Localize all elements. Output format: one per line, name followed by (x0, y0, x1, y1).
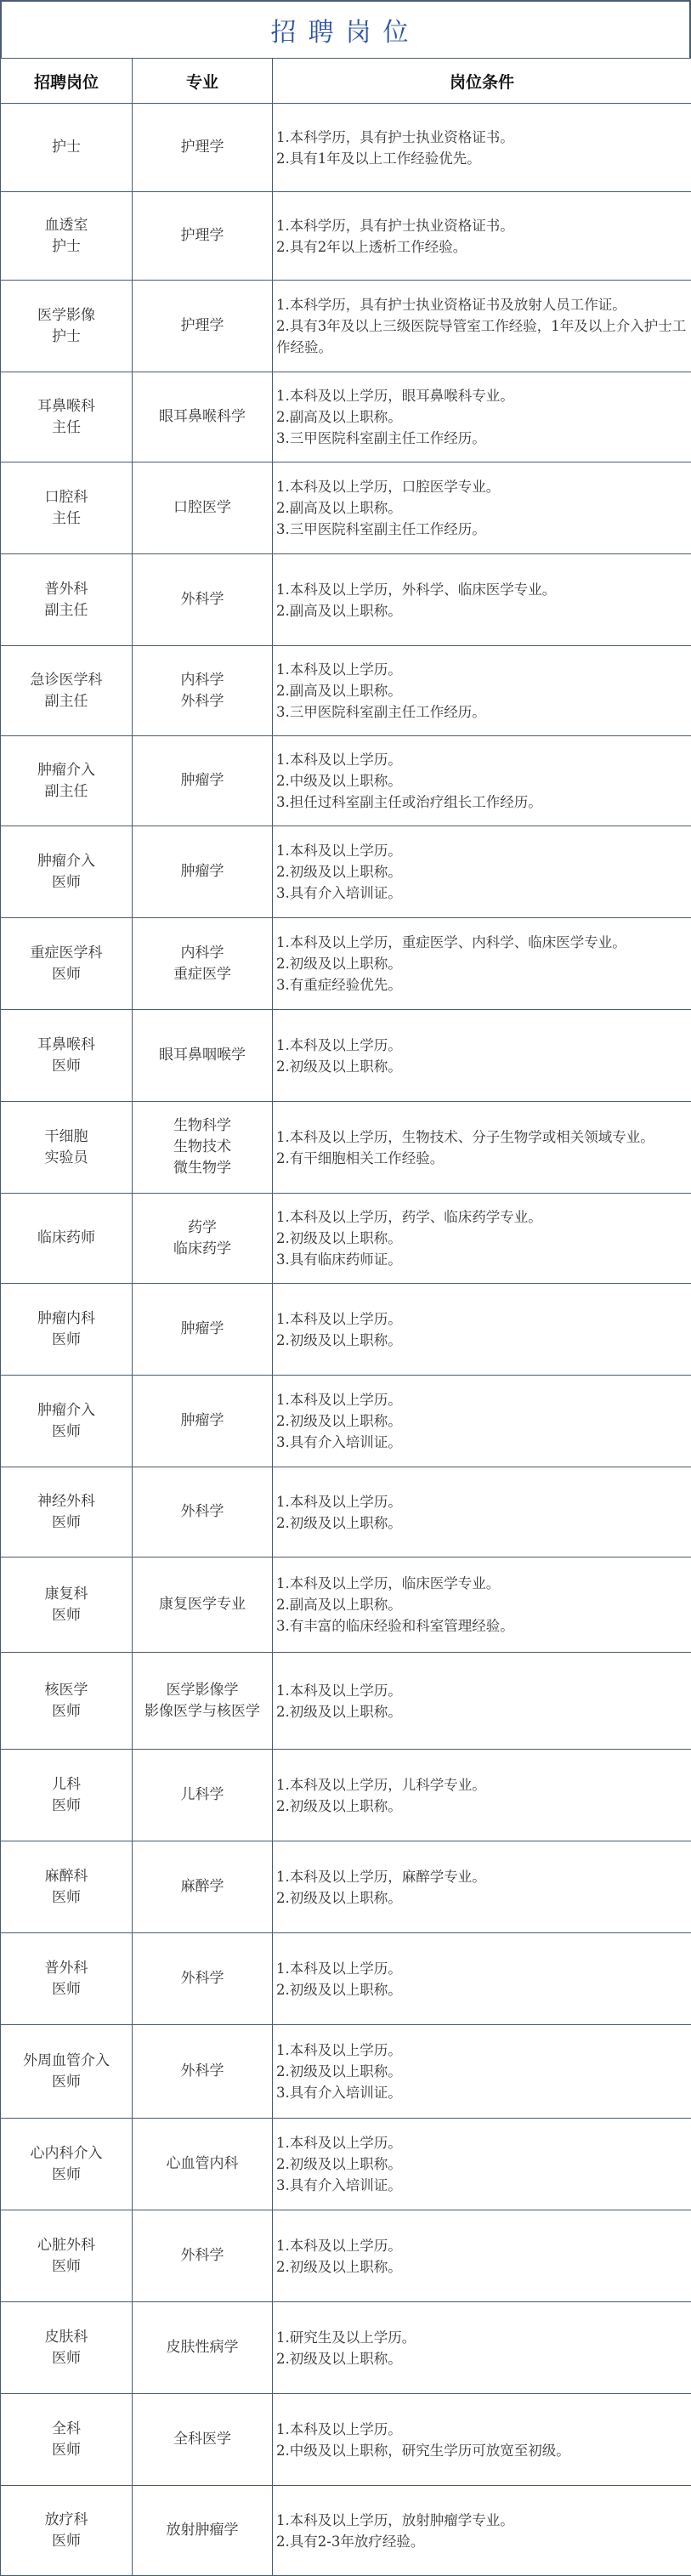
condition-line: 2.初级及以上职称。 (276, 953, 689, 974)
major-cell: 肿瘤学 (133, 736, 273, 826)
major-cell: 全科医学 (133, 2394, 273, 2486)
condition-line: 1.本科学历，具有护士执业资格证书。 (276, 127, 689, 148)
conditions-cell (273, 826, 691, 918)
condition-line: 1.本科及以上学历，重症医学、内科学、临床医学专业。 (276, 932, 689, 953)
table-row (1, 554, 691, 646)
position-cell: 肿瘤内科 医师 (1, 1284, 133, 1376)
conditions-cell (273, 2119, 691, 2210)
position-cell: 干细胞 实验员 (1, 1102, 133, 1194)
major-cell: 药学 临床药学 (133, 1194, 273, 1284)
header-conditions: 岗位条件 (273, 59, 691, 104)
condition-line: 1.本科及以上学历，药学、临床药学专业。 (276, 1206, 689, 1228)
table-row (1, 462, 691, 554)
major-cell: 护理学 (133, 104, 273, 192)
condition-line: 1.本科及以上学历。 (276, 749, 689, 770)
position-cell: 普外科 医师 (1, 1933, 133, 2025)
condition-line: 1.本科及以上学历。 (276, 1680, 689, 1701)
condition-line: 3.具有介入培训证。 (276, 882, 689, 904)
recruitment-table (0, 58, 691, 2576)
conditions-cell (273, 2486, 691, 2576)
major-cell: 外科学 (133, 1467, 273, 1558)
condition-line: 1.本科及以上学历。 (276, 2040, 689, 2061)
major-cell: 内科学 外科学 (133, 646, 273, 736)
condition-line: 1.本科及以上学历，生物技术、分子生物学或相关领域专业。 (276, 1126, 689, 1148)
condition-line: 2.副高及以上职称。 (276, 497, 689, 519)
major-cell: 外科学 (133, 1933, 273, 2025)
major-cell: 口腔医学 (133, 462, 273, 554)
major-cell: 眼耳鼻喉科学 (133, 372, 273, 462)
table-row (1, 104, 691, 192)
major-cell: 肿瘤学 (133, 1376, 273, 1467)
major-cell: 儿科学 (133, 1750, 273, 1841)
conditions-cell (273, 1284, 691, 1376)
header-position: 招聘岗位 (1, 59, 133, 104)
table-row (1, 2025, 691, 2119)
condition-line: 2.副高及以上职称。 (276, 600, 689, 621)
conditions-cell (273, 104, 691, 192)
table-row (1, 192, 691, 281)
condition-line: 3.有丰富的临床经验和科室管理经验。 (276, 1615, 689, 1637)
table-row (1, 1841, 691, 1933)
condition-line: 2.具有1年及以上工作经验优先。 (276, 148, 689, 169)
condition-line: 1.研究生及以上学历。 (276, 2327, 689, 2348)
conditions-cell (273, 281, 691, 372)
table-row (1, 1376, 691, 1467)
major-cell: 肿瘤学 (133, 1284, 273, 1376)
header-row (1, 59, 691, 104)
condition-line: 1.本科及以上学历。 (276, 1035, 689, 1056)
condition-line: 2.有干细胞相关工作经验。 (276, 1148, 689, 1169)
table-row (1, 1194, 691, 1284)
condition-line: 1.本科学历，具有护士执业资格证书及放射人员工作证。 (276, 294, 689, 315)
position-cell: 耳鼻喉科 医师 (1, 1010, 133, 1102)
condition-line: 1.本科及以上学历。 (276, 2132, 689, 2153)
table-row (1, 2119, 691, 2210)
conditions-cell (273, 1558, 691, 1653)
condition-line: 1.本科及以上学历，临床医学专业。 (276, 1573, 689, 1594)
condition-line: 2.初级及以上职称。 (276, 1979, 689, 2000)
condition-line: 2.初级及以上职称。 (276, 861, 689, 882)
condition-line: 2.中级及以上职称。 (276, 770, 689, 792)
position-cell: 肿瘤介入 副主任 (1, 736, 133, 826)
table-row (1, 1102, 691, 1194)
position-cell: 医学影像 护士 (1, 281, 133, 372)
conditions-cell (273, 372, 691, 462)
condition-line: 1.本科及以上学历，眼耳鼻喉科专业。 (276, 385, 689, 406)
conditions-cell (273, 1653, 691, 1750)
condition-line: 3.三甲医院科室副主任工作经历。 (276, 701, 689, 723)
position-cell: 血透室 护士 (1, 192, 133, 281)
table-row (1, 1010, 691, 1102)
condition-line: 1.本科及以上学历。 (276, 1491, 689, 1512)
condition-line: 1.本科及以上学历。 (276, 1958, 689, 1979)
condition-line: 1.本科及以上学历。 (276, 1389, 689, 1410)
conditions-cell (273, 2025, 691, 2119)
major-cell: 外科学 (133, 2210, 273, 2302)
major-cell: 心血管内科 (133, 2119, 273, 2210)
conditions-cell (273, 1376, 691, 1467)
condition-line: 3.具有介入培训证。 (276, 2082, 689, 2103)
condition-line: 1.本科及以上学历，外科学、临床医学专业。 (276, 579, 689, 600)
condition-line: 2.初级及以上职称。 (276, 1512, 689, 1534)
position-cell: 麻醉科 医师 (1, 1841, 133, 1933)
conditions-cell (273, 736, 691, 826)
major-cell: 外科学 (133, 2025, 273, 2119)
conditions-cell (273, 2394, 691, 2486)
condition-line: 3.具有临床药师证。 (276, 1249, 689, 1270)
table-row (1, 918, 691, 1010)
major-cell: 放射肿瘤学 (133, 2486, 273, 2576)
conditions-cell (273, 1194, 691, 1284)
major-cell: 护理学 (133, 281, 273, 372)
table-body (1, 104, 691, 2576)
condition-line: 2.副高及以上职称。 (276, 680, 689, 701)
table-row (1, 1558, 691, 1653)
header-major: 专业 (133, 59, 273, 104)
position-cell: 口腔科 主任 (1, 462, 133, 554)
condition-line: 2.初级及以上职称。 (276, 1330, 689, 1351)
table-row (1, 736, 691, 826)
major-cell: 生物科学 生物技术 微生物学 (133, 1102, 273, 1194)
table-row (1, 646, 691, 736)
condition-line: 1.本科及以上学历。 (276, 2419, 689, 2440)
page-title: 招聘岗位 (271, 11, 421, 48)
condition-line: 3.三甲医院科室副主任工作经历。 (276, 519, 689, 540)
condition-line: 3.三甲医院科室副主任工作经历。 (276, 428, 689, 449)
condition-line: 1.本科及以上学历，麻醉学专业。 (276, 1866, 689, 1887)
major-cell: 护理学 (133, 192, 273, 281)
position-cell: 核医学 医师 (1, 1653, 133, 1750)
condition-line: 2.初级及以上职称。 (276, 2153, 689, 2175)
table-row (1, 372, 691, 462)
position-cell: 康复科 医师 (1, 1558, 133, 1653)
title-bar (0, 0, 691, 58)
conditions-cell (273, 1933, 691, 2025)
major-cell: 康复医学专业 (133, 1558, 273, 1653)
position-cell: 临床药师 (1, 1194, 133, 1284)
conditions-cell (273, 1750, 691, 1841)
major-cell: 医学影像学 影像医学与核医学 (133, 1653, 273, 1750)
condition-line: 1.本科及以上学历。 (276, 1308, 689, 1330)
condition-line: 1.本科及以上学历。 (276, 840, 689, 861)
condition-line: 2.副高及以上职称。 (276, 406, 689, 428)
major-cell: 皮肤性病学 (133, 2302, 273, 2394)
condition-line: 1.本科及以上学历，口腔医学专业。 (276, 476, 689, 497)
position-cell: 普外科 副主任 (1, 554, 133, 646)
major-cell: 肿瘤学 (133, 826, 273, 918)
condition-line: 1.本科及以上学历。 (276, 659, 689, 680)
condition-line: 3.具有介入培训证。 (276, 2175, 689, 2196)
condition-line: 2.初级及以上职称。 (276, 2061, 689, 2082)
conditions-cell (273, 1102, 691, 1194)
condition-line: 1.本科及以上学历。 (276, 2235, 689, 2256)
conditions-cell (273, 1467, 691, 1558)
conditions-cell (273, 2302, 691, 2394)
condition-line: 1.本科及以上学历，儿科学专业。 (276, 1774, 689, 1796)
table-row (1, 1933, 691, 2025)
condition-line: 3.担任过科室副主任或治疗组长工作经历。 (276, 792, 689, 813)
conditions-cell (273, 192, 691, 281)
position-cell: 神经外科 医师 (1, 1467, 133, 1558)
position-cell: 放疗科 医师 (1, 2486, 133, 2576)
conditions-cell (273, 1841, 691, 1933)
major-cell: 外科学 (133, 554, 273, 646)
condition-line: 2.具有3年及以上三级医院导管室工作经验，1年及以上介入护士工作经验。 (276, 315, 689, 358)
condition-line: 2.初级及以上职称。 (276, 2348, 689, 2369)
condition-line: 2.初级及以上职称。 (276, 1056, 689, 1077)
position-cell: 外周血管介入 医师 (1, 2025, 133, 2119)
conditions-cell (273, 462, 691, 554)
position-cell: 心脏外科 医师 (1, 2210, 133, 2302)
position-cell: 耳鼻喉科 主任 (1, 372, 133, 462)
condition-line: 1.本科学历，具有护士执业资格证书。 (276, 215, 689, 236)
table-header (1, 59, 691, 104)
table-row (1, 1653, 691, 1750)
major-cell: 眼耳鼻咽喉学 (133, 1010, 273, 1102)
condition-line: 2.初级及以上职称。 (276, 1796, 689, 1817)
position-cell: 皮肤科 医师 (1, 2302, 133, 2394)
condition-line: 2.具有2年以上透析工作经验。 (276, 236, 689, 258)
table-row (1, 2486, 691, 2576)
condition-line: 2.副高及以上职称。 (276, 1594, 689, 1615)
position-cell: 急诊医学科 副主任 (1, 646, 133, 736)
condition-line: 2.初级及以上职称。 (276, 1887, 689, 1909)
position-cell: 心内科介入 医师 (1, 2119, 133, 2210)
conditions-cell (273, 918, 691, 1010)
major-cell: 麻醉学 (133, 1841, 273, 1933)
position-cell: 全科 医师 (1, 2394, 133, 2486)
condition-line: 2.中级及以上职称，研究生学历可放宽至初级。 (276, 2440, 689, 2461)
position-cell: 儿科 医师 (1, 1750, 133, 1841)
table-row (1, 826, 691, 918)
condition-line: 3.具有介入培训证。 (276, 1432, 689, 1453)
condition-line: 3.有重症经验优先。 (276, 974, 689, 996)
condition-line: 2.具有2-3年放疗经验。 (276, 2531, 689, 2552)
table-row (1, 2210, 691, 2302)
position-cell: 重症医学科 医师 (1, 918, 133, 1010)
condition-line: 2.初级及以上职称。 (276, 1228, 689, 1249)
position-cell: 护士 (1, 104, 133, 192)
table-row (1, 1750, 691, 1841)
position-cell: 肿瘤介入 医师 (1, 826, 133, 918)
position-cell: 肿瘤介入 医师 (1, 1376, 133, 1467)
major-cell: 内科学 重症医学 (133, 918, 273, 1010)
table-row (1, 281, 691, 372)
conditions-cell (273, 554, 691, 646)
table-row (1, 2302, 691, 2394)
table-row (1, 2394, 691, 2486)
conditions-cell (273, 646, 691, 736)
table-row (1, 1467, 691, 1558)
condition-line: 2.初级及以上职称。 (276, 2256, 689, 2278)
condition-line: 2.初级及以上职称。 (276, 1701, 689, 1722)
conditions-cell (273, 2210, 691, 2302)
table-row (1, 1284, 691, 1376)
condition-line: 1.本科及以上学历，放射肿瘤学专业。 (276, 2510, 689, 2531)
conditions-cell (273, 1010, 691, 1102)
condition-line: 2.初级及以上职称。 (276, 1410, 689, 1432)
